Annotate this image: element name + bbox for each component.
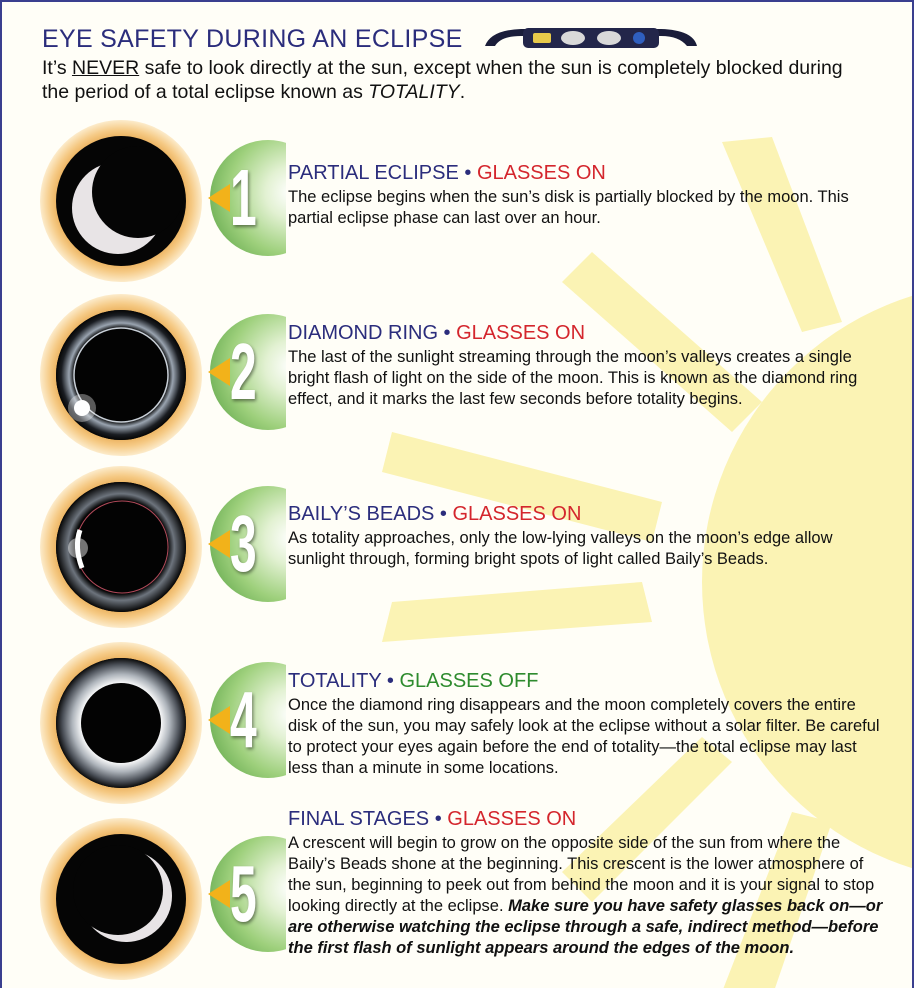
step-description (288, 833, 888, 959)
step-description-emphasis: Make sure you have safety glasses back on—or are otherwise watching the eclipse through a safe, indirect method—before the first flash of sunlight appears around the edges of the moon. (288, 897, 883, 957)
step-name: PARTIAL ECLIPSE (288, 162, 459, 184)
step-number: 4 (230, 675, 257, 764)
arrow-icon (208, 184, 230, 212)
step-status: GLASSES ON (476, 162, 606, 184)
step-heading (288, 503, 888, 526)
arrow-icon (208, 530, 230, 558)
step-name: BAILY’S BEADS (288, 503, 435, 525)
arrow-icon (208, 880, 230, 908)
step-status: GLASSES ON (447, 808, 577, 830)
step-number: 3 (230, 499, 257, 588)
step-description-text: A crescent will begin to grow on the opposite side of the sun from where the Baily’s Beads shone at the beginning. This crescent is the lower atmosphere of the sun, beginning to peek out from behind the moon and it is your signal to stop looking directly at the eclipse. (288, 834, 875, 915)
step-name: FINAL STAGES (288, 808, 430, 830)
intro-never: NEVER (71, 57, 140, 79)
arrow-icon (208, 706, 230, 734)
final-stages-image (40, 818, 202, 980)
intro-part: It’s (42, 57, 72, 79)
step-separator: • (434, 503, 453, 525)
step-status: GLASSES ON (456, 322, 586, 344)
intro-part: . (459, 81, 466, 103)
step-separator: • (438, 322, 457, 344)
step-heading (288, 322, 888, 345)
eclipse-glasses-icon (481, 24, 701, 54)
intro-part: safe to look directly at the sun, except when the sun is completely blocked during the period of a total eclipse known as (42, 57, 843, 103)
step-status: GLASSES ON (452, 503, 582, 525)
partial-eclipse-image (40, 120, 202, 282)
step-description: The eclipse begins when the sun’s disk is partially blocked by the moon. This partial eclipse phase can last over an hour. (288, 188, 849, 227)
step-name: TOTALITY (288, 670, 382, 692)
bailys-beads-image (40, 466, 202, 628)
diamond-ring-image (40, 294, 202, 456)
step-description: As totality approaches, only the low-lying valleys on the moon’s edge allow sunlight through, forming bright spots of light called Baily’s Beads. (288, 529, 833, 568)
step-number: 2 (230, 327, 257, 416)
step-number: 1 (230, 153, 257, 242)
step-description: Once the diamond ring disappears and the moon completely covers the entire disk of the sun, you may safely look at the eclipse without a solar filter. Be careful to protect your eyes again before the end of totality—the total eclipse may last less than a minute in some locations. (288, 696, 880, 777)
step-heading (288, 162, 888, 185)
step-number: 5 (230, 849, 257, 938)
step-name: DIAMOND RING (288, 322, 438, 344)
intro-totality: TOTALITY (368, 81, 460, 103)
step-description: The last of the sunlight streaming through the moon’s valleys creates a single bright flash of light on the side of the moon. This is known as the diamond ring effect, and it marks the last few seconds before totality begins. (288, 348, 858, 408)
step-status: GLASSES OFF (399, 670, 539, 692)
page-title: EYE SAFETY DURING AN ECLIPSE (42, 24, 463, 53)
step-heading (288, 808, 888, 831)
arrow-icon (208, 358, 230, 386)
intro-text (42, 56, 862, 104)
step-separator: • (381, 670, 400, 692)
page-header (42, 24, 862, 104)
step-heading (288, 670, 888, 693)
step-separator: • (458, 162, 477, 184)
step-separator: • (429, 808, 448, 830)
totality-image (40, 642, 202, 804)
